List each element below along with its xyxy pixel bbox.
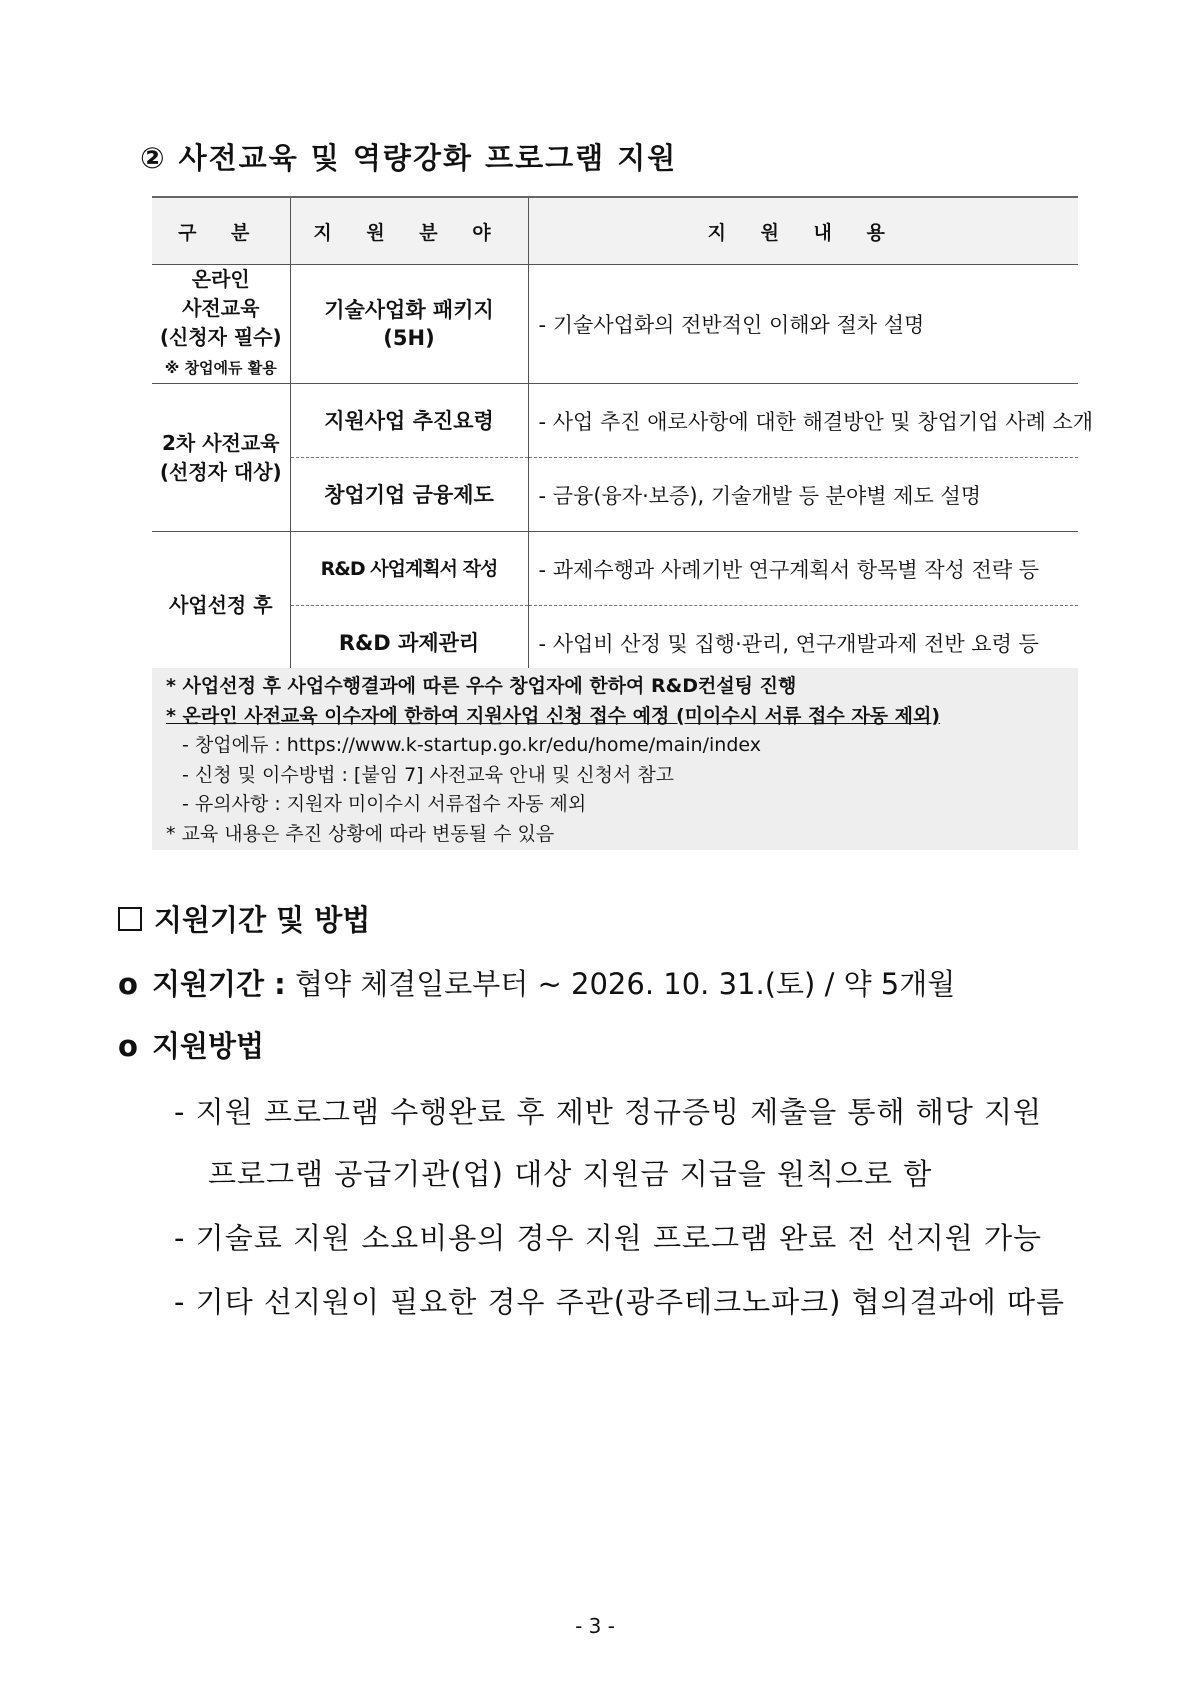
header-content: 지 원 내 용 bbox=[528, 197, 1078, 265]
table-row bbox=[152, 458, 1078, 532]
bullet-marker: o bbox=[118, 1029, 138, 1063]
category-after-selection: 사업선정 후 bbox=[152, 532, 290, 680]
field-cell bbox=[290, 265, 528, 384]
field-cell: R&D 과제관리 bbox=[290, 606, 528, 680]
method-item: - 기타 선지원이 필요한 경우 주관(광주테크노파크) 협의결과에 따름 bbox=[174, 1285, 1065, 1319]
support-period-line bbox=[118, 962, 955, 1003]
section-title: ② 사전교육 및 역량강화 프로그램 지원 bbox=[140, 141, 678, 175]
content-cell: - 과제수행과 사례기반 연구계획서 항목별 작성 전략 등 bbox=[528, 532, 1078, 606]
note-caution: - 유의사항 : 지원자 미이수시 서류접수 자동 제외 bbox=[182, 793, 587, 815]
note-content-change: * 교육 내용은 추진 상황에 따라 변동될 수 있음 bbox=[166, 822, 555, 845]
note-application-method: - 신청 및 이수방법 : [붙임 7] 사전교육 안내 및 신청서 참고 bbox=[182, 763, 675, 786]
bullet-marker: o bbox=[118, 967, 138, 1001]
method-item: - 기술료 지원 소요비용의 경우 지원 프로그램 완료 전 선지원 가능 bbox=[174, 1221, 1043, 1255]
category-line: (선정자 대상) bbox=[159, 459, 282, 484]
note-startup-edu-link: - 창업에듀 : https://www.k-startup.go.kr/edu/home/main/index bbox=[182, 734, 761, 756]
field-line: 기술사업화 패키지 bbox=[324, 298, 494, 322]
note-online-required: * 온라인 사전교육 이수자에 한하여 지원사업 신청 접수 예정 (미이수시 서류 접수 자동 제외) bbox=[166, 704, 941, 727]
field-cell: R&D 사업계획서 작성 bbox=[290, 532, 528, 606]
support-method-label: 지원방법 bbox=[152, 1029, 265, 1063]
table-header-row bbox=[152, 197, 1078, 265]
header-category: 구 분 bbox=[152, 197, 290, 265]
program-table bbox=[152, 196, 1094, 680]
page-number: - 3 - bbox=[575, 1614, 615, 1638]
category-line: 2차 사전교육 bbox=[162, 430, 280, 455]
header-field: 지 원 분 야 bbox=[290, 197, 528, 265]
category-line: 온라인 bbox=[191, 267, 250, 291]
table-row bbox=[152, 532, 1078, 606]
method-item-continued: 프로그램 공급기관(업) 대상 지원금 지급을 원칙으로 함 bbox=[208, 1157, 933, 1191]
checkbox-square-icon bbox=[118, 907, 142, 931]
table-row bbox=[152, 265, 1078, 384]
category-online bbox=[152, 265, 290, 384]
section2-title: 지원기간 및 방법 bbox=[154, 903, 371, 937]
table-notes bbox=[152, 668, 1078, 850]
content-cell: - 금융(융자·보증), 기술개발 등 분야별 제도 설명 bbox=[528, 458, 1078, 532]
support-method-line bbox=[118, 1024, 264, 1065]
content-cell: - 사업 추진 애로사항에 대한 해결방안 및 창업기업 사례 소개 bbox=[528, 384, 1078, 458]
table-row bbox=[152, 384, 1078, 458]
note-rnd-consulting: * 사업선정 후 사업수행결과에 따른 우수 창업자에 한하여 R&D컨설팅 진행 bbox=[166, 675, 797, 697]
field-cell: 창업기업 금융제도 bbox=[290, 458, 528, 532]
field-cell: 지원사업 추진요령 bbox=[290, 384, 528, 458]
support-period-value: 협약 체결일로부터 ~ 2026. 10. 31.(토) / 약 5개월 bbox=[285, 967, 956, 1001]
section2-heading bbox=[118, 898, 370, 939]
field-line: (5H) bbox=[383, 326, 435, 350]
category-note: ※ 창업에듀 활용 bbox=[164, 359, 277, 377]
category-second-education bbox=[152, 384, 290, 532]
content-cell: - 기술사업화의 전반적인 이해와 절차 설명 bbox=[528, 265, 1078, 384]
method-item: - 지원 프로그램 수행완료 후 제반 정규증빙 제출을 통해 해당 지원 bbox=[174, 1095, 1043, 1129]
content-cell: - 사업비 산정 및 집행·관리, 연구개발과제 전반 요령 등 bbox=[538, 631, 1039, 656]
category-line: (신청자 필수) bbox=[159, 325, 282, 349]
category-line: 사전교육 bbox=[182, 296, 260, 320]
support-period-label: 지원기간 : bbox=[152, 967, 286, 1001]
